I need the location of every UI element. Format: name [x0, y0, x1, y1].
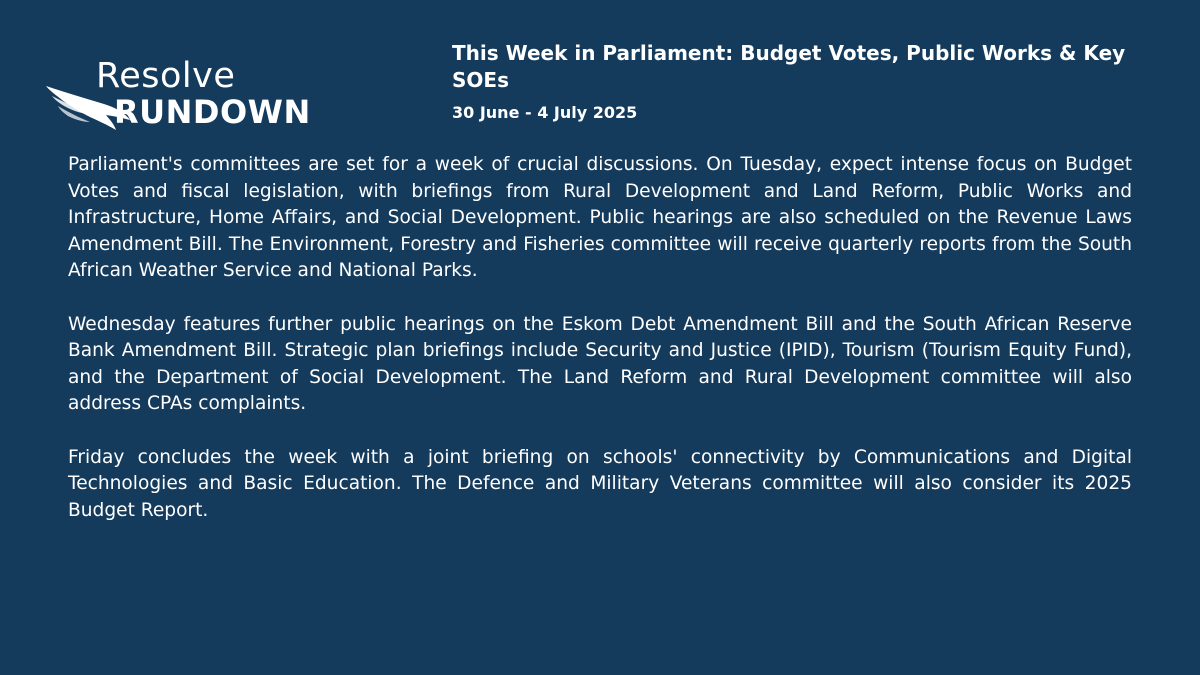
logo-text-rundown: RUNDOWN [114, 93, 311, 131]
paragraph-wednesday: Wednesday features further public hearings on the Eskom Debt Amendment Bill and the South African Reserve Bank Amendment Bill. Strategic plan briefings include Security and Justice (IPID), Tourism (Tourism Equity Fund), and the Department of Social Development. The Land Reform and Rural Development committee will also address CPAs complaints. [68, 313, 1132, 414]
logo-text-resolve: Resolve [96, 56, 236, 96]
page-title: This Week in Parliament: Budget Votes, Public Works & Key SOEs [452, 41, 1126, 92]
date-range: 30 June - 4 July 2025 [452, 103, 638, 122]
resolve-rundown-logo [44, 56, 311, 136]
paragraph-tuesday: Parliament's committees are set for a week of crucial discussions. On Tuesday, expect intense focus on Budget Votes and fiscal legislation, with briefings from Rural Development and Land Reform, Public Works and Infrastructure, Home Affairs, and Social Development. Public hearings are also scheduled on the Revenue Laws Amendment Bill. The Environment, Forestry and Fisheries committee will receive quarterly reports from the South African Weather Service and National Parks. [68, 154, 1132, 281]
paragraph-friday: Friday concludes the week with a joint briefing on schools' connectivity by Communications and Digital Technologies and Basic Education. The Defence and Military Veterans committee will also consider its 2025 Budget Report. [68, 446, 1132, 521]
header [452, 40, 1152, 124]
article-body [68, 152, 1132, 551]
